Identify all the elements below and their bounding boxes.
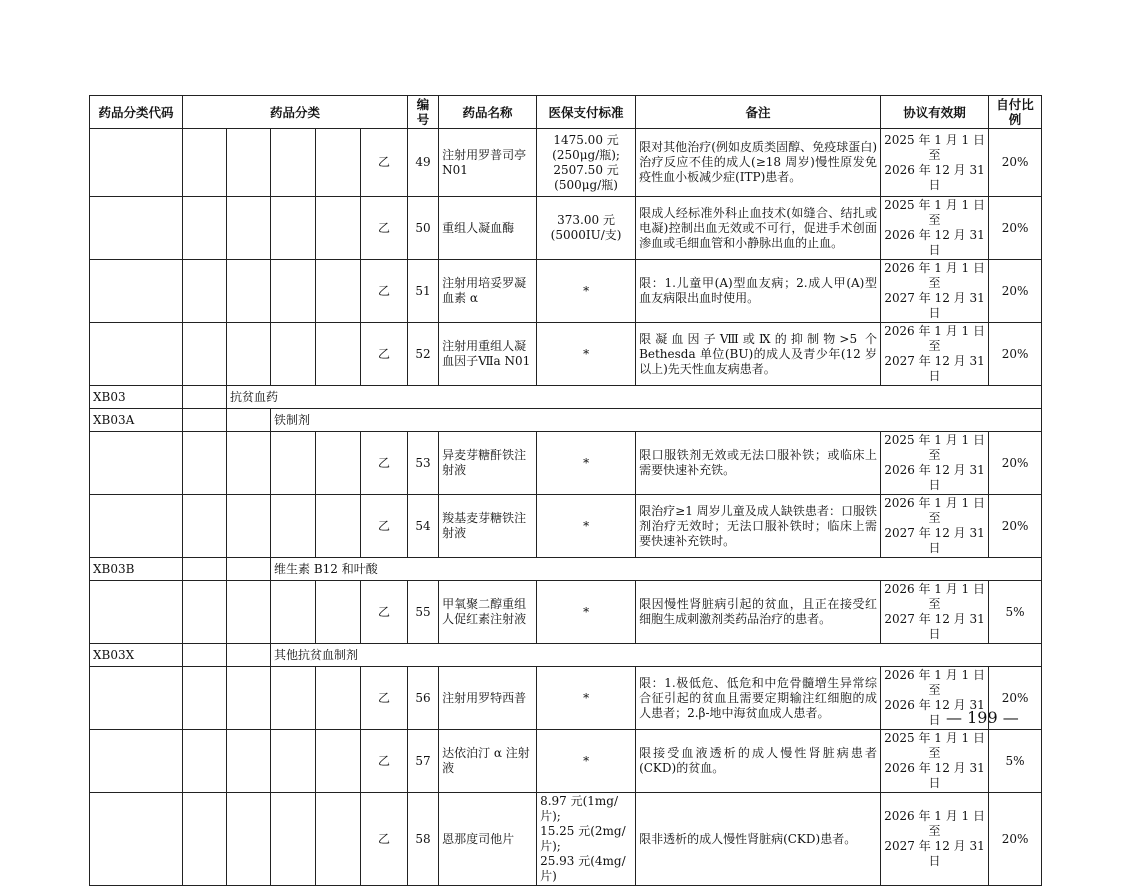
- selfpay-ratio-cell: 20%: [989, 323, 1042, 386]
- category-cell: [183, 129, 227, 197]
- drug-name-cell: 注射用罗特西普: [439, 667, 537, 730]
- category-cell: [183, 558, 227, 581]
- drug-name-cell: 异麦芽糖酐铁注射液: [439, 432, 537, 495]
- number-cell: 56: [408, 667, 439, 730]
- category-cell: [227, 793, 271, 886]
- category-label-cell: 抗贫血药: [227, 386, 1042, 409]
- grade-cell: 乙: [361, 793, 408, 886]
- category-code-cell: XB03X: [90, 644, 183, 667]
- grade-cell: 乙: [361, 432, 408, 495]
- header-category: 药品分类: [183, 96, 408, 129]
- header-validity: 协议有效期: [881, 96, 989, 129]
- code-cell: [90, 667, 183, 730]
- validity-cell: 2025 年 1 月 1 日至 2026 年 12 月 31 日: [881, 432, 989, 495]
- category-cell: [183, 409, 227, 432]
- subcategory-row: [90, 644, 1042, 667]
- category-cell: [316, 129, 361, 197]
- remark-cell: 限因慢性肾脏病引起的贫血，且正在接受红细胞生成刺激剂类药品治疗的患者。: [636, 581, 881, 644]
- payment-standard-cell: *: [537, 323, 636, 386]
- selfpay-ratio-cell: 20%: [989, 793, 1042, 886]
- category-cell: [183, 432, 227, 495]
- number-cell: 50: [408, 197, 439, 260]
- category-cell: [271, 495, 316, 558]
- payment-standard-cell: *: [537, 730, 636, 793]
- category-cell: [316, 667, 361, 730]
- category-cell: [183, 495, 227, 558]
- selfpay-ratio-cell: 20%: [989, 129, 1042, 197]
- remark-cell: 限：1.儿童甲(A)型血友病；2.成人甲(A)型血友病限出血时使用。: [636, 260, 881, 323]
- payment-standard-cell: 373.00 元 (5000IU/支): [537, 197, 636, 260]
- drug-name-cell: 注射用罗普司亭N01: [439, 129, 537, 197]
- selfpay-ratio-cell: 20%: [989, 260, 1042, 323]
- remark-cell: 限：1.极低危、低危和中危骨髓增生异常综合征引起的贫血且需要定期输注红细胞的成人患者；2.β-地中海贫血成人患者。: [636, 667, 881, 730]
- remark-cell: 限成人经标准外科止血技术(如缝合、结扎或电凝)控制出血无效或不可行，促进手术创面渗血或毛细血管和小静脉出血的止血。: [636, 197, 881, 260]
- category-cell: [271, 129, 316, 197]
- category-cell: [183, 386, 227, 409]
- drug-row: [90, 581, 1042, 644]
- drug-name-cell: 重组人凝血酶: [439, 197, 537, 260]
- code-cell: [90, 495, 183, 558]
- code-cell: [90, 197, 183, 260]
- payment-standard-cell: *: [537, 495, 636, 558]
- grade-cell: 乙: [361, 197, 408, 260]
- remark-cell: 限口服铁剂无效或无法口服补铁；或临床上需要快速补充铁。: [636, 432, 881, 495]
- validity-cell: 2025 年 1 月 1 日至 2026 年 12 月 31 日: [881, 730, 989, 793]
- payment-standard-cell: 1475.00 元 (250μg/瓶); 2507.50 元 (500μg/瓶): [537, 129, 636, 197]
- page-number: — 199 —: [946, 708, 1019, 727]
- drug-row: [90, 793, 1042, 886]
- category-cell: [183, 260, 227, 323]
- code-cell: [90, 730, 183, 793]
- category-cell: [316, 323, 361, 386]
- validity-cell: 2026 年 1 月 1 日至 2027 年 12 月 31 日: [881, 495, 989, 558]
- validity-cell: 2026 年 1 月 1 日至 2026 年 12 月 31 日: [881, 667, 989, 730]
- category-cell: [183, 197, 227, 260]
- category-cell: [227, 667, 271, 730]
- category-cell: [183, 323, 227, 386]
- category-cell: [271, 793, 316, 886]
- grade-cell: 乙: [361, 730, 408, 793]
- number-cell: 54: [408, 495, 439, 558]
- selfpay-ratio-cell: 20%: [989, 667, 1042, 730]
- drug-row: [90, 129, 1042, 197]
- category-cell: [227, 432, 271, 495]
- category-code-cell: XB03A: [90, 409, 183, 432]
- category-cell: [227, 730, 271, 793]
- validity-cell: 2026 年 1 月 1 日至 2027 年 12 月 31 日: [881, 581, 989, 644]
- grade-cell: 乙: [361, 129, 408, 197]
- subcategory-label-cell: 维生素 B12 和叶酸: [271, 558, 1042, 581]
- validity-cell: 2026 年 1 月 1 日至 2027 年 12 月 31 日: [881, 793, 989, 886]
- category-cell: [316, 197, 361, 260]
- category-cell: [271, 730, 316, 793]
- selfpay-ratio-cell: 5%: [989, 730, 1042, 793]
- category-cell: [183, 581, 227, 644]
- remark-cell: 限非透析的成人慢性肾脏病(CKD)患者。: [636, 793, 881, 886]
- payment-standard-cell: *: [537, 260, 636, 323]
- drug-row: [90, 323, 1042, 386]
- category-cell: [183, 644, 227, 667]
- grade-cell: 乙: [361, 260, 408, 323]
- subcategory-label-cell: 铁制剂: [271, 409, 1042, 432]
- validity-cell: 2026 年 1 月 1 日至 2027 年 12 月 31 日: [881, 260, 989, 323]
- selfpay-ratio-cell: 5%: [989, 581, 1042, 644]
- category-cell: [227, 197, 271, 260]
- grade-cell: 乙: [361, 495, 408, 558]
- payment-standard-cell: 8.97 元(1mg/片); 15.25 元(2mg/片); 25.93 元(4mg/片): [537, 793, 636, 886]
- drug-name-cell: 羧基麦芽糖铁注射液: [439, 495, 537, 558]
- category-cell: [316, 260, 361, 323]
- payment-standard-cell: *: [537, 432, 636, 495]
- validity-cell: 2025 年 1 月 1 日至 2026 年 12 月 31 日: [881, 197, 989, 260]
- selfpay-ratio-cell: 20%: [989, 197, 1042, 260]
- category-cell: [227, 260, 271, 323]
- category-cell: [316, 581, 361, 644]
- subcategory-label-cell: 其他抗贫血制剂: [271, 644, 1042, 667]
- code-cell: [90, 260, 183, 323]
- header-standard: 医保支付标准: [537, 96, 636, 129]
- category-cell: [227, 129, 271, 197]
- code-cell: [90, 323, 183, 386]
- header-number: 编号: [408, 96, 439, 129]
- header-row: [90, 96, 1042, 129]
- category-cell: [316, 495, 361, 558]
- code-cell: [90, 129, 183, 197]
- code-cell: [90, 432, 183, 495]
- grade-cell: 乙: [361, 667, 408, 730]
- validity-cell: 2025 年 1 月 1 日至 2026 年 12 月 31 日: [881, 129, 989, 197]
- remark-cell: 限接受血液透析的成人慢性肾脏病患者(CKD)的贫血。: [636, 730, 881, 793]
- category-cell: [316, 793, 361, 886]
- code-cell: [90, 793, 183, 886]
- number-cell: 52: [408, 323, 439, 386]
- category-cell: [183, 793, 227, 886]
- category-cell: [183, 730, 227, 793]
- remark-cell: 限治疗≥1 周岁儿童及成人缺铁患者：口服铁剂治疗无效时；无法口服补铁时；临床上需要快速补充铁时。: [636, 495, 881, 558]
- drug-row: [90, 667, 1042, 730]
- validity-cell: 2026 年 1 月 1 日至 2027 年 12 月 31 日: [881, 323, 989, 386]
- category-cell: [271, 667, 316, 730]
- subcategory-row: [90, 409, 1042, 432]
- number-cell: 57: [408, 730, 439, 793]
- subcategory-row: [90, 558, 1042, 581]
- header-selfpay: 自付比例: [989, 96, 1042, 129]
- category-cell: [271, 323, 316, 386]
- drug-name-cell: 恩那度司他片: [439, 793, 537, 886]
- number-cell: 58: [408, 793, 439, 886]
- drug-name-cell: 注射用重组人凝血因子Ⅶa N01: [439, 323, 537, 386]
- selfpay-ratio-cell: 20%: [989, 432, 1042, 495]
- grade-cell: 乙: [361, 323, 408, 386]
- category-cell: [271, 260, 316, 323]
- number-cell: 55: [408, 581, 439, 644]
- category-cell: [271, 581, 316, 644]
- category-cell: [227, 581, 271, 644]
- category-code-cell: XB03B: [90, 558, 183, 581]
- payment-standard-cell: *: [537, 667, 636, 730]
- remark-cell: 限对其他治疗(例如皮质类固醇、免疫球蛋白)治疗反应不佳的成人(≥18 周岁)慢性原发免疫性血小板减少症(ITP)患者。: [636, 129, 881, 197]
- drug-row: [90, 432, 1042, 495]
- drug-row: [90, 260, 1042, 323]
- header-name: 药品名称: [439, 96, 537, 129]
- category-cell: [271, 197, 316, 260]
- payment-standard-cell: *: [537, 581, 636, 644]
- number-cell: 53: [408, 432, 439, 495]
- category-cell: [227, 323, 271, 386]
- drug-row: [90, 730, 1042, 793]
- drug-name-cell: 注射用培妥罗凝血素 α: [439, 260, 537, 323]
- number-cell: 49: [408, 129, 439, 197]
- category-cell: [227, 409, 271, 432]
- remark-cell: 限凝血因子Ⅷ或Ⅸ的抑制物>5 个 Bethesda 单位(BU)的成人及青少年(12 岁以上)先天性血友病患者。: [636, 323, 881, 386]
- category-cell: [227, 558, 271, 581]
- header-remarks: 备注: [636, 96, 881, 129]
- drug-table: [89, 95, 1042, 886]
- code-cell: [90, 581, 183, 644]
- drug-row: [90, 197, 1042, 260]
- category-cell: [183, 667, 227, 730]
- category-cell: [316, 432, 361, 495]
- drug-name-cell: 达依泊汀 α 注射液: [439, 730, 537, 793]
- drug-row: [90, 495, 1042, 558]
- number-cell: 51: [408, 260, 439, 323]
- category-row: [90, 386, 1042, 409]
- selfpay-ratio-cell: 20%: [989, 495, 1042, 558]
- category-cell: [316, 730, 361, 793]
- category-cell: [227, 495, 271, 558]
- header-code: 药品分类代码: [90, 96, 183, 129]
- category-code-cell: XB03: [90, 386, 183, 409]
- drug-name-cell: 甲氧聚二醇重组人促红素注射液: [439, 581, 537, 644]
- grade-cell: 乙: [361, 581, 408, 644]
- category-cell: [271, 432, 316, 495]
- category-cell: [227, 644, 271, 667]
